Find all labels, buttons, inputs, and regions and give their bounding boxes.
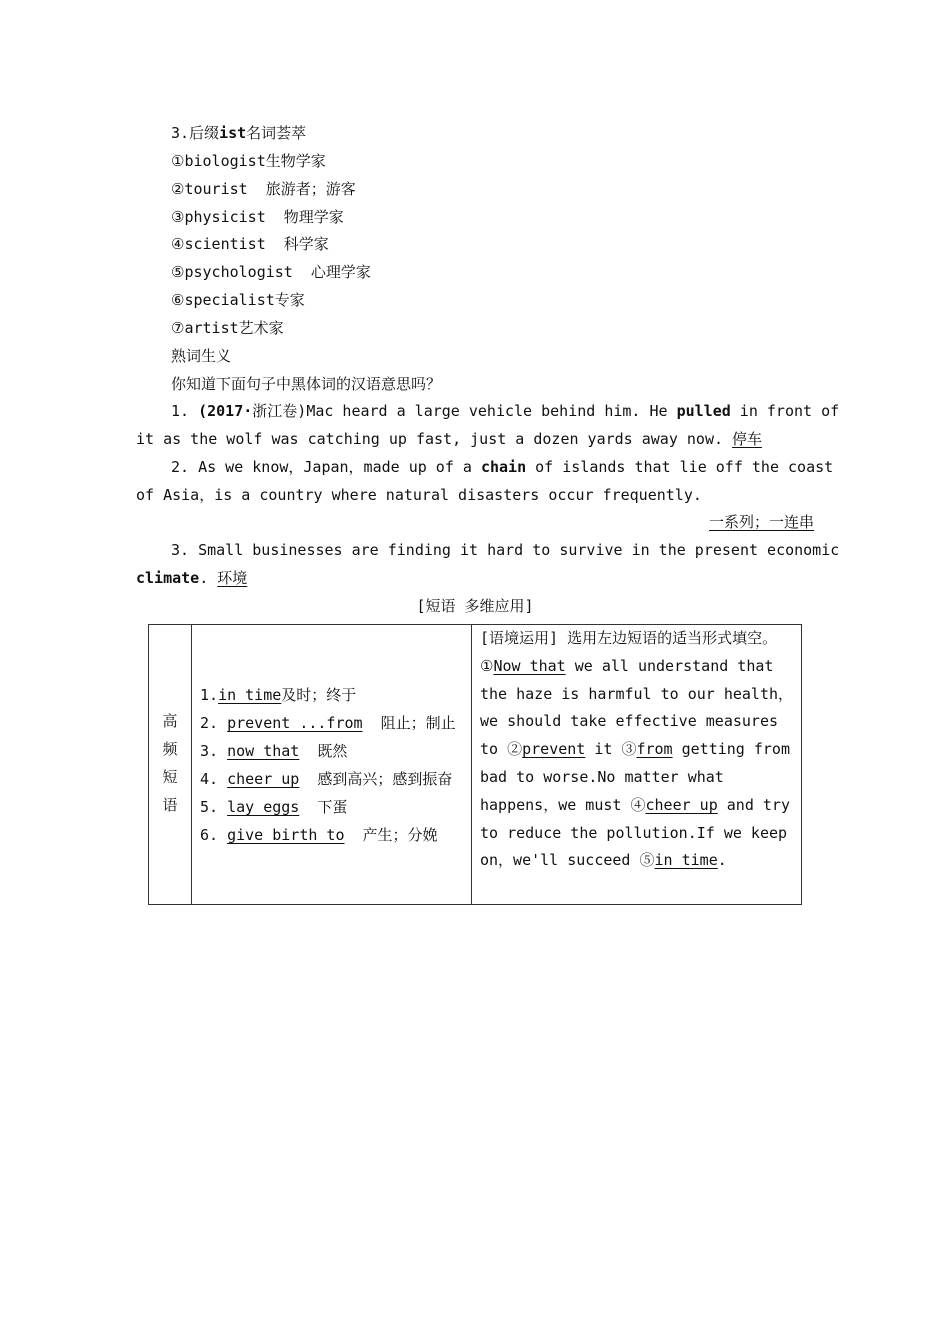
phrase: lay eggs: [227, 798, 300, 816]
phrase-item: [200, 709, 471, 737]
familiar-title: 熟词生义: [171, 347, 232, 365]
context-label: [语境运用] 选用左边短语的适当形式填空。: [480, 629, 778, 647]
sentence-text: Mac heard a large vehicle behind him. He: [306, 402, 677, 420]
blank-marker: ③: [621, 740, 637, 759]
sentence-text: it as the wolf was catching up fast, just a dozen yards away now.: [136, 430, 733, 448]
heading-suffix: 名词荟萃: [246, 124, 307, 142]
blank-answer: cheer up: [645, 795, 718, 814]
phrase-list-cell: [192, 625, 472, 905]
answer: 环境: [217, 569, 248, 587]
phrases-table: [148, 624, 802, 905]
category-char: 高: [162, 712, 178, 730]
phrase-item: [200, 793, 471, 821]
sentence-number: 1.: [171, 402, 199, 420]
phrase: now that: [227, 742, 300, 760]
phrase-number: 6.: [200, 826, 228, 844]
sentence-text: Small businesses are finding it hard to survive in the present economic: [198, 541, 840, 559]
answer: 停车: [732, 430, 763, 448]
sentence-2-line-2: of Asia，is a country where natural disasters occur frequently.: [136, 486, 702, 504]
context-text: getting from bad to worse.No matter what happens，we must: [480, 740, 790, 814]
blank-answer: Now that: [493, 656, 566, 675]
phrase-item: [200, 821, 471, 849]
answer: 一系列；一连串: [708, 513, 814, 531]
phrase-number: 1.: [200, 686, 219, 704]
category-char: 频: [162, 740, 178, 758]
word-item: ②tourist 旅游者；游客: [171, 180, 356, 198]
phrase-number: 4.: [200, 770, 228, 788]
blank-marker: ②: [507, 740, 523, 759]
sentence-3-line-2: [136, 568, 247, 588]
category-cell: [149, 625, 192, 905]
phrase-item: [200, 681, 471, 709]
blank-marker: ①: [480, 656, 494, 675]
phrase-meaning: 及时；终于: [281, 686, 357, 704]
bold-word: pulled: [676, 402, 731, 420]
sentence-text: of islands that lie off the coast: [526, 458, 834, 476]
context-paragraph: [472, 625, 801, 875]
phrase: in time: [218, 686, 282, 704]
word-item: ⑥specialist专家: [171, 291, 305, 309]
heading-prefix: 3.后缀: [171, 124, 220, 142]
phrase-number: 5.: [200, 798, 228, 816]
sentence-1-line-2: [136, 429, 762, 449]
sentence-1-line-1: [171, 401, 839, 421]
context-text: and try to reduce the pollution.If we keep on，we'll succeed: [480, 795, 790, 870]
category-char: 语: [162, 796, 178, 814]
blank-answer: prevent: [522, 740, 586, 759]
word-item: ④scientist 科学家: [171, 235, 329, 253]
blank-answer: in time: [654, 851, 718, 870]
context-text: .: [717, 851, 727, 870]
section-heading: [171, 123, 306, 143]
heading-bold-suffix: ist: [219, 124, 247, 142]
phrase: prevent ...from: [227, 714, 363, 732]
word-item: ①biologist生物学家: [171, 152, 326, 170]
word-item: ⑦artist艺术家: [171, 319, 284, 337]
sentence-number: 2.: [171, 458, 199, 476]
word-item: ③physicist 物理学家: [171, 208, 344, 226]
phrase-number: 3.: [200, 742, 228, 760]
phrase-number: 2.: [200, 714, 228, 732]
phrase-meaning: 阻止；制止: [362, 714, 456, 732]
phrase-meaning: 产生；分娩: [344, 826, 438, 844]
phrase-meaning: 既然: [299, 742, 348, 760]
source-name: 浙江卷): [252, 402, 307, 420]
phrase-meaning: 下蛋: [299, 798, 348, 816]
sentence-text: .: [199, 569, 218, 587]
sentence-text: As we know，Japan，made up of a: [198, 458, 481, 476]
blank-marker: ④: [630, 795, 646, 814]
sentence-number: 3.: [171, 541, 199, 559]
blank-marker: ⑤: [639, 851, 655, 870]
familiar-question: 你知道下面句子中黑体词的汉语意思吗？: [171, 375, 442, 393]
phrase-meaning: 感到高兴；感到振奋: [299, 770, 453, 788]
bold-word: chain: [480, 458, 527, 476]
context-text: it: [585, 740, 622, 759]
sentence-text: in front of: [730, 402, 840, 420]
sentence-3-line-1: [171, 540, 839, 560]
phrase: give birth to: [227, 826, 345, 844]
bold-word: climate: [136, 569, 200, 587]
phrases-caption: [短语 多维应用]: [416, 597, 534, 615]
context-text: we all understand that the haze is harmful to our health，we should take effective measures to: [480, 656, 794, 759]
word-item: ⑤psychologist 心理学家: [171, 263, 371, 281]
blank-answer: from: [636, 740, 673, 759]
context-cell: [472, 625, 802, 905]
source-year: (2017·: [198, 402, 253, 420]
sentence-2-line-1: [171, 457, 833, 477]
phrase-item: [200, 765, 471, 793]
phrase-item: [200, 737, 471, 765]
phrase: cheer up: [227, 770, 300, 788]
category-char: 短: [162, 768, 178, 786]
